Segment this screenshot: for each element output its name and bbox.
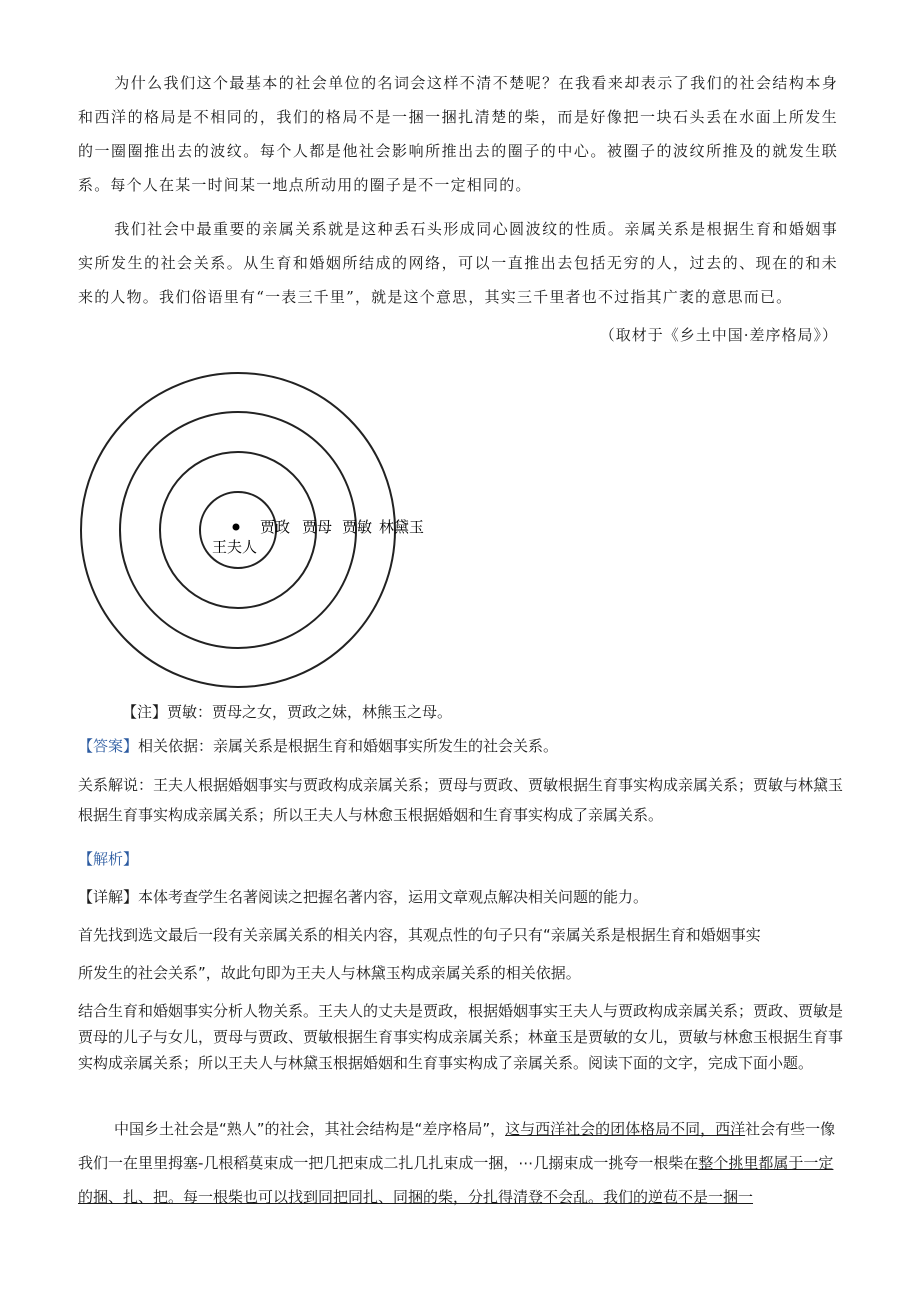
- answer-line-2: 关系解说：王夫人根据婚姻事实与贾政构成亲属关系；贾母与贾政、贾敏根据生育事实构成亲属关系；贾敏与林黛玉根据生育事实构成亲属关系；所以王夫人与林愈玉根据婚姻和生育事实构成了亲属关系。: [78, 776, 844, 824]
- analysis-paragraph-1a: 首先找到选文最后一段有关亲属关系的相关内容，其观点性的句子只有“亲属关系是根据生育和婚姻事实: [78, 926, 761, 944]
- ring-label-2: 贾母: [302, 518, 333, 536]
- passage-paragraph-1-text: 为什么我们这个最基本的社会单位的名词会这样不清不楚呢？在我看来却表示了我们的社会结构本身和西洋的格局是不相同的，我们的格局不是一捆一捆扎清楚的柴，而是好像把一块石头丢在水面上所发生的一圈圈推出去的波纹。每个人都是他社会影响所推出去的圈子的中心。被圈子的波纹所推及的就发生联系。每个人在某一时间某一地点所动用的圈子是不一定相同的。: [78, 74, 838, 194]
- answer-tag: 【答案】: [78, 737, 139, 755]
- passage2-underlined-d: 整个挑里都属于一定的捆、扎、把。每一根柴也可以找到同把同扎、同捆的柴，分扎得清登不会乱。我们的逆苞不是一捆一: [78, 1154, 834, 1206]
- passage2-paragraph: [78, 1112, 848, 1214]
- center-label: 王夫人: [212, 538, 258, 556]
- analysis-paragraph-2: 结合生育和婚姻事实分析人物关系。王夫人的丈夫是贾政，根据婚姻事实王夫人与贾政构成亲属关系；贾政、贾敏是贾母的儿子与女儿，贾母与贾政、贾敏根据生育事实构成亲属关系；林童玉是贾敏的女儿，贾敏与林愈玉根据生育事实构成亲属关系；所以王夫人与林黛玉根据婚姻和生育事实构成了亲属关系。阅读下面的文字，完成下面小题。: [78, 1002, 844, 1072]
- source-citation: （取材于《乡土中国·差序格局》）: [599, 326, 838, 344]
- ring-label-1: 贾政: [260, 518, 291, 536]
- detail-text: 本体考查学生名著阅读之把握名著内容，运用文章观点解决相关问题的能力。: [138, 888, 649, 906]
- detail-tag: 【详解】: [78, 888, 139, 906]
- ring-2: [160, 452, 316, 608]
- ring-label-3: 贾敏: [342, 518, 373, 536]
- ring-label-4: 林黛玉: [379, 518, 425, 536]
- note-text: 贾敏：贾母之女，贾政之妹，林熊玉之母。: [167, 703, 453, 721]
- passage-paragraph-2: [78, 212, 838, 314]
- passage2-text-c: 社会有些一像我们一在里里拇塞-几根稻莫束成一把几把束成二扎几扎束成一捆，⋯几搦束成一挑夸一根柴在: [78, 1120, 836, 1172]
- diagram-note: [122, 698, 452, 726]
- answer-line-1: [78, 731, 848, 761]
- analysis-paragraph-1b: 所发生的社会关系”，故此句即为王夫人与林黛玉构成亲属关系的相关依据。: [78, 964, 581, 982]
- analysis-tag: 【解析】: [78, 850, 139, 868]
- detail-line: [78, 882, 848, 912]
- passage-paragraph-2-text: 我们社会中最重要的亲属关系就是这种丢石头形成同心圆波纹的性质。亲属关系是根据生育和婚姻事实所发生的社会关系。从生育和婚姻所结成的网络，可以一直推出去包括无穷的人，过去的、现在的和未来的人物。我们俗语里有“一表三千里”，就是这个意思，其实三千里者也不过指其广袤的意思而已。: [78, 220, 838, 306]
- passage2-underlined-b: 这与西洋社会的团体格局不同，西洋: [505, 1120, 746, 1138]
- concentric-circles-diagram: [78, 370, 425, 690]
- passage-paragraph-1: [78, 66, 838, 202]
- center-dot: [233, 524, 240, 531]
- note-tag: 【注】: [122, 703, 168, 721]
- answer-basis: 相关依据：亲属关系是根据生育和婚姻事实所发生的社会关系。: [138, 737, 559, 755]
- passage2-text-a: 中国乡土社会是“熟人”的社会，其社会结构是“差序格局”，: [114, 1120, 506, 1138]
